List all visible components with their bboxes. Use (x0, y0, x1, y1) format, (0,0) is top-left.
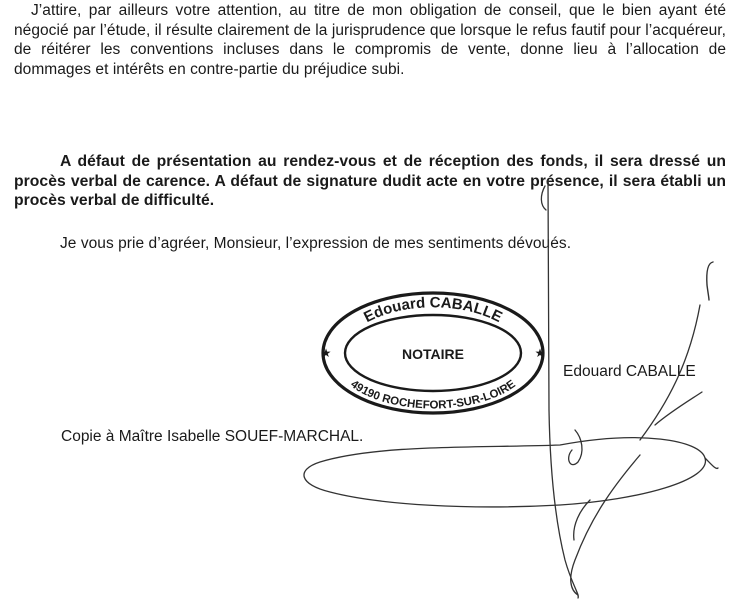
paragraph-default-warning: A défaut de présentation au rendez-vous et de réception des fonds, il sera dressé un procès verbal de carence. A défaut de signature dudit acte en votre présence, il sera établi un procès verbal de difficulté. (14, 153, 726, 209)
stamp-star-left-icon: ★ (320, 346, 332, 360)
closing-formula: Je vous prie d’agréer, Monsieur, l’expression de mes sentiments dévoués. (60, 235, 572, 252)
copy-recipient: Copie à Maître Isabelle SOUEF-MARCHAL. (61, 428, 364, 445)
signer-name: Edouard CABALLE (563, 363, 696, 380)
stamp-center-text: NOTAIRE (402, 346, 464, 362)
stamp-star-right-icon: ★ (534, 346, 546, 360)
notary-stamp (312, 280, 552, 415)
paragraph-advice: J’attire, par ailleurs votre attention, au titre de mon obligation de conseil, que le bien ayant été négocié par l’étude, il résulte clairement de la jurisprudence que lorsque le refus fautif pour l’acquéreur, de réitérer les conventions incluses dans le compromis de vente, donne lieu à l’allocation de dommages et intérêts en contre-partie du préjudice subi. (14, 2, 726, 78)
stamp-top-text: Edouard CABALLE (361, 294, 505, 327)
stamp-bottom-text: 49190 ROCHEFORT-SUR-LOIRE (348, 378, 518, 412)
